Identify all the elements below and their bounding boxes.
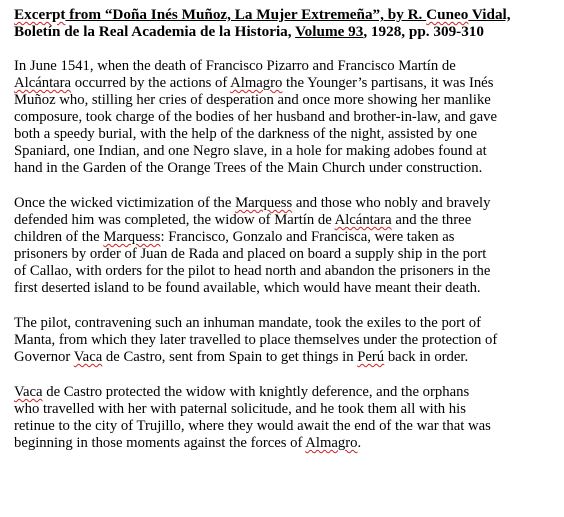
heading-journal: Boletín de la Real Academia de la Historia,: [14, 23, 296, 40]
spellcheck-flagged-word: Marquess: [235, 195, 293, 211]
text-segment: both a speedy burial, with the help of the darkness of the night, assisted by one: [14, 126, 477, 142]
heading-word-excerpt: Excerpt: [14, 6, 66, 23]
text-line: [14, 195, 560, 212]
text-segment: composure, took charge of the bodies of her husband and brother-in-law, and gave: [14, 109, 498, 125]
heading-author-cuneo: Cuneo: [426, 6, 469, 23]
text-segment: Muñoz who, stilling her cries of desperation and once more showing her manlike: [14, 92, 491, 108]
text-line: [14, 401, 560, 418]
text-segment: retinue to the city of Trujillo, where they would await the end of the war that was: [14, 418, 491, 434]
text-segment: beginning in those moments against the forces of: [14, 435, 306, 451]
text-segment: back in order.: [384, 349, 469, 365]
spellcheck-flagged-word: Perú: [357, 349, 385, 365]
heading-line-1: [14, 6, 560, 23]
document: [14, 6, 560, 470]
spellcheck-flagged-word: Vaca: [73, 349, 103, 365]
text-line: [14, 160, 560, 177]
text-line: [14, 332, 560, 349]
heading-year-pages: , 1928, pp. 309-310: [363, 23, 484, 40]
text-line: [14, 75, 560, 92]
text-segment: first deserted island to be found available, which would have meant their death.: [14, 280, 481, 296]
text-segment: de Castro protected the widow with knightly deference, and the orphans: [42, 384, 470, 400]
heading-line-2: [14, 23, 560, 40]
text-line: [14, 349, 560, 366]
text-line: [14, 315, 560, 332]
text-line: [14, 109, 560, 126]
text-line: [14, 280, 560, 297]
spellcheck-flagged-word: Almagro: [305, 435, 358, 451]
text-segment: Once the wicked victimization of the: [14, 195, 236, 211]
text-line: [14, 384, 560, 401]
text-segment: .: [357, 435, 362, 451]
text-segment: de Castro, sent from Spain to get things in: [102, 349, 358, 365]
text-line: [14, 435, 560, 452]
text-segment: and those who nobly and bravely: [292, 195, 491, 211]
spellcheck-flagged-word: Alcántara: [334, 212, 392, 228]
text-line: [14, 58, 560, 75]
spellcheck-flagged-word: Almagro: [230, 75, 283, 91]
text-segment: Manta, from which they later travelled to place themselves under the protection of: [14, 332, 498, 348]
text-segment: children of the: [14, 229, 104, 245]
text-segment: defended him was completed, the widow of Martín de: [14, 212, 335, 228]
text-line: [14, 229, 560, 246]
paragraph-3: [14, 315, 560, 366]
spellcheck-flagged-word: Alcántara: [14, 75, 72, 91]
text-segment: of Callao, with orders for the pilot to head north and abandon the prisoners in the: [14, 263, 491, 279]
text-segment: Governor: [14, 349, 74, 365]
paragraph-1: [14, 58, 560, 177]
text-line: [14, 263, 560, 280]
text-segment: the Younger’s partisans, it was Inés: [282, 75, 494, 91]
text-line: [14, 212, 560, 229]
text-line: [14, 246, 560, 263]
text-segment: occurred by the actions of: [71, 75, 231, 91]
text-segment: : Francisco, Gonzalo and Francisca, were taken as: [160, 229, 455, 245]
text-segment: In June 1541, when the death of Francisco Pizarro and Francisco Martín de: [14, 58, 456, 74]
paragraph-2: [14, 195, 560, 297]
heading-title-text: from “Doña Inés Muñoz, La Mujer Extremeña”, by R.: [65, 6, 427, 23]
text-line: [14, 92, 560, 109]
text-segment: The pilot, contravening such an inhuman mandate, took the exiles to the port of: [14, 315, 482, 331]
heading-author-vidal: Vidal,: [468, 6, 511, 23]
heading-volume: Volume 93: [295, 23, 364, 40]
text-segment: who travelled with her with paternal solicitude, and he took them all with his: [14, 401, 466, 417]
text-line: [14, 126, 560, 143]
text-segment: and the three: [391, 212, 472, 228]
spellcheck-flagged-word: Marquess: [103, 229, 161, 245]
text-segment: prisoners by order of Juan de Rada and placed on board a supply ship in the port: [14, 246, 487, 262]
document-heading: [14, 6, 560, 40]
document-body: [14, 58, 560, 452]
text-line: [14, 418, 560, 435]
spellcheck-flagged-word: Vaca: [14, 384, 43, 400]
text-line: [14, 143, 560, 160]
text-segment: hand in the Garden of the Orange Trees of the Main Church under construction.: [14, 160, 483, 176]
paragraph-4: [14, 384, 560, 452]
text-segment: Spaniard, one Indian, and one Negro slave, in a hole for making adobes found at: [14, 143, 487, 159]
